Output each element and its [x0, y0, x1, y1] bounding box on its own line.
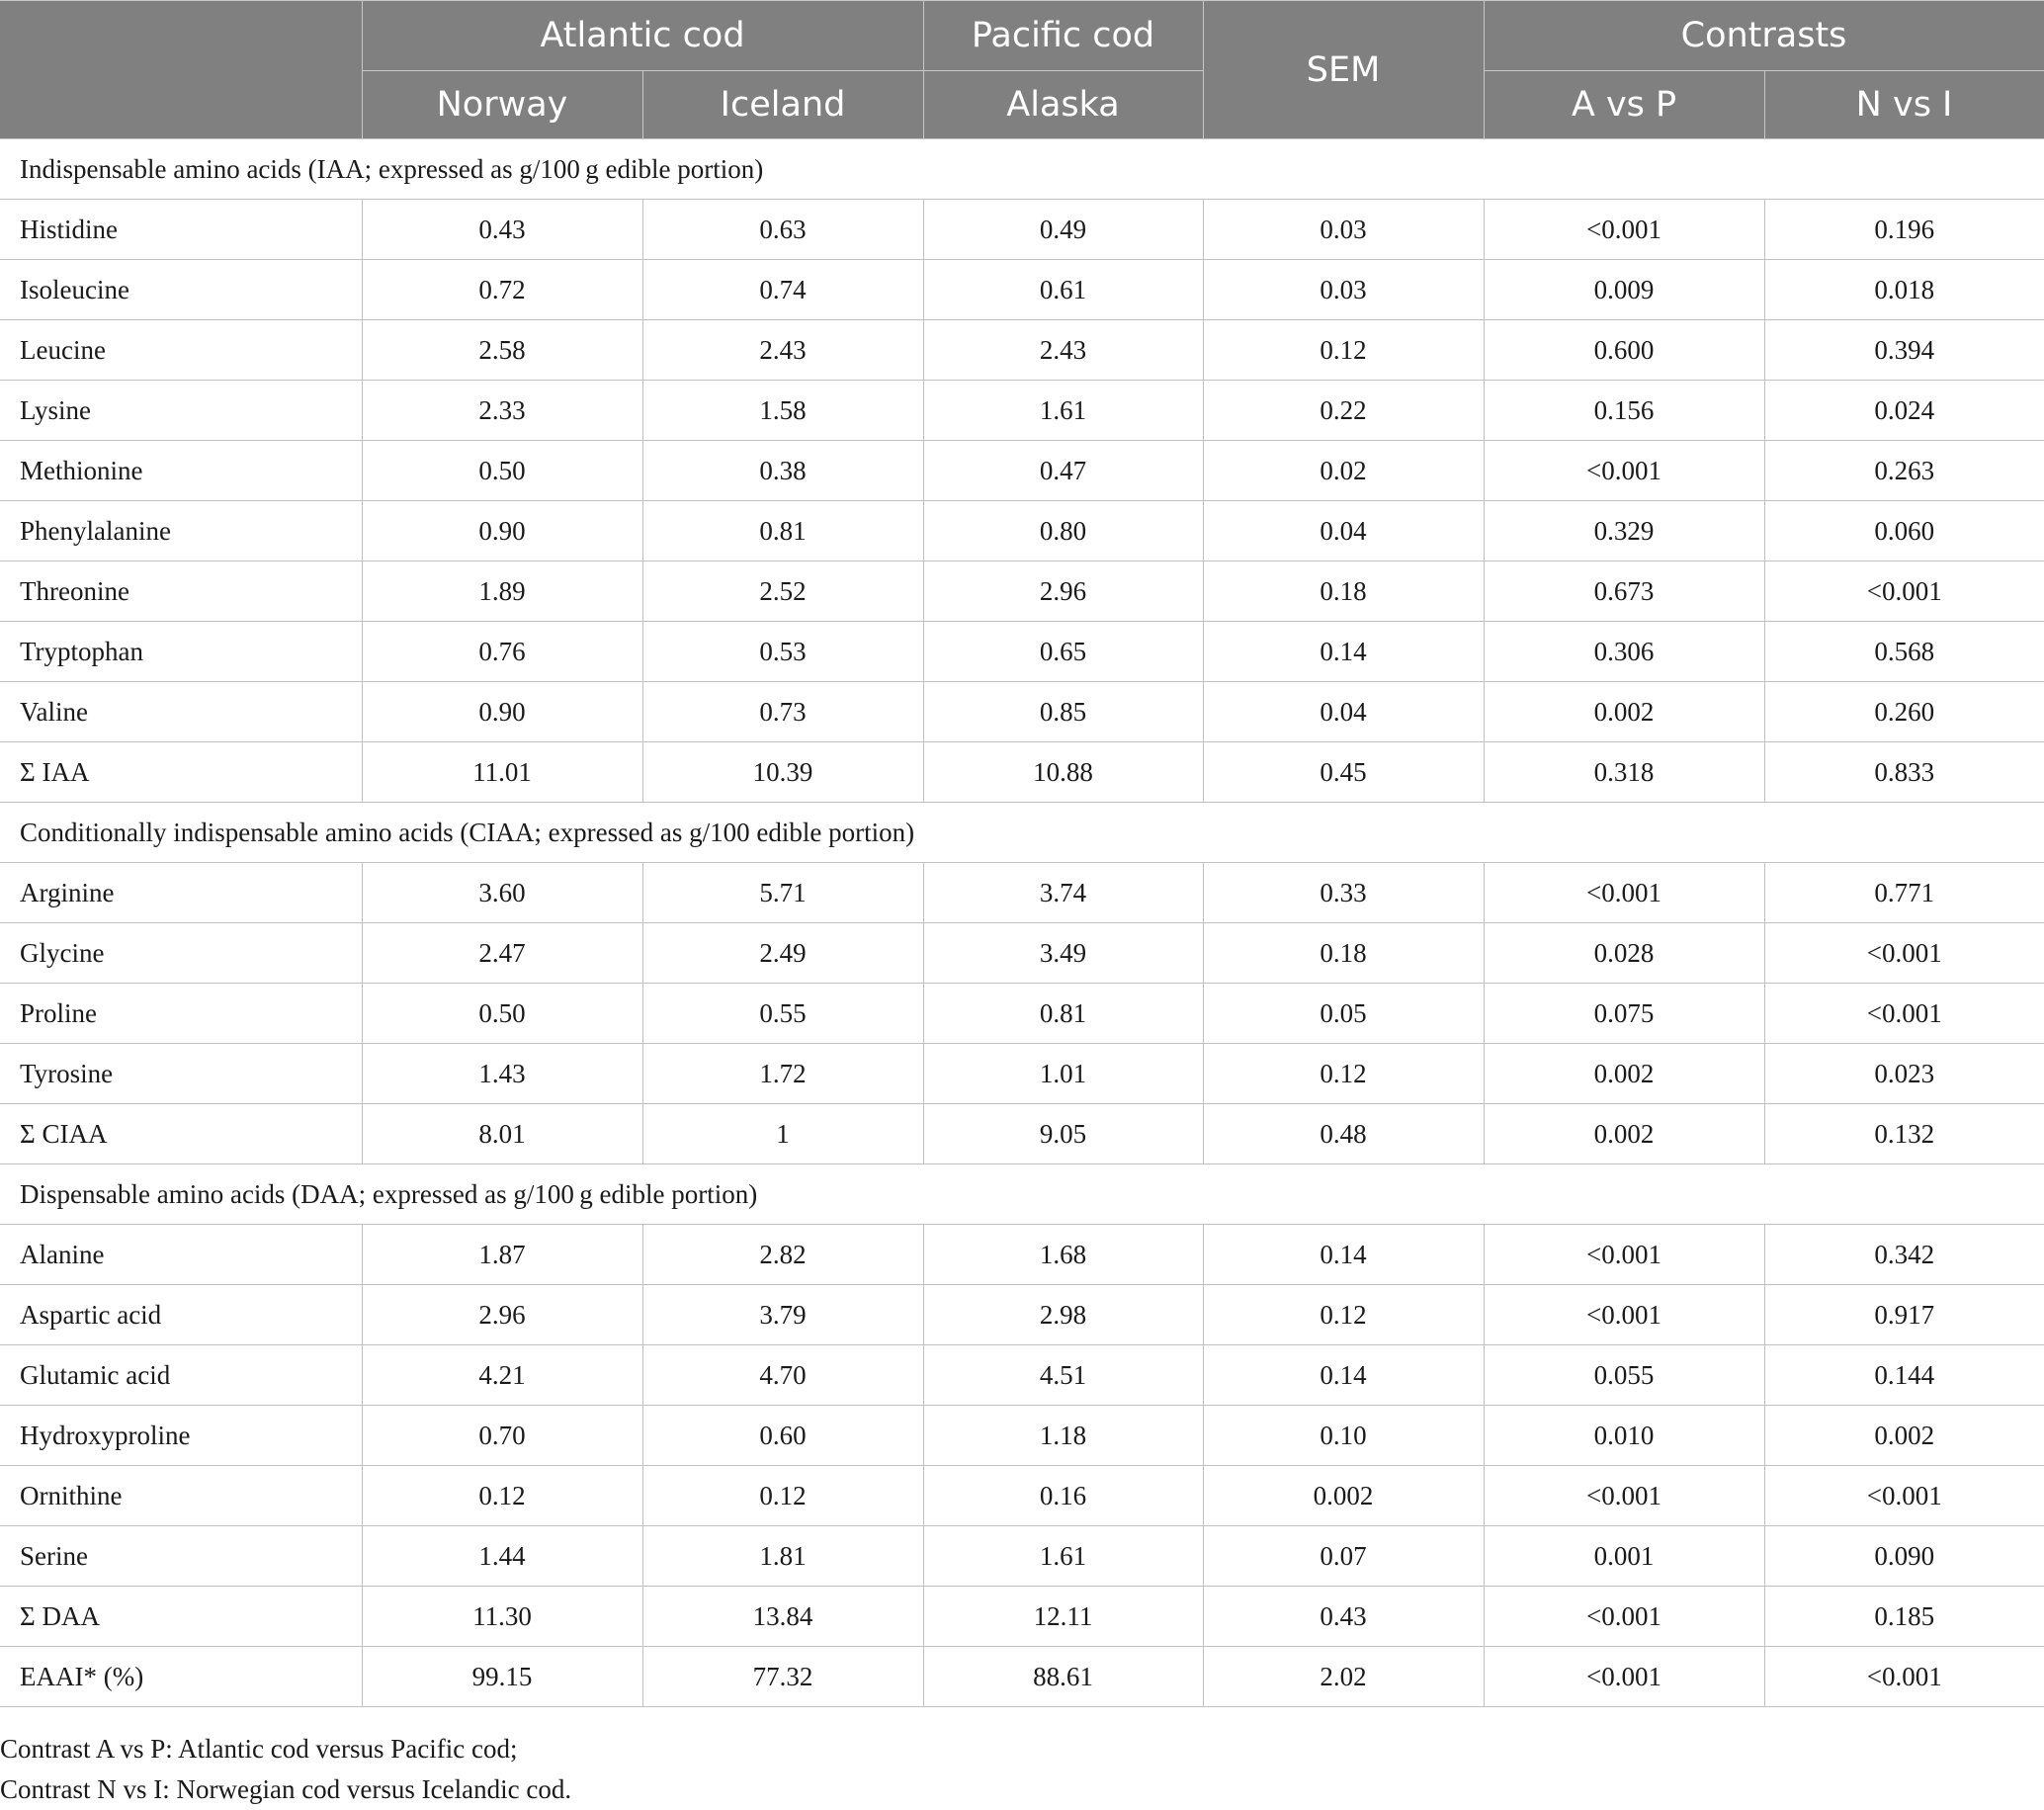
sem-value: 0.002	[1203, 1466, 1484, 1526]
amino-acid-name: Isoleucine	[0, 260, 362, 320]
alaska-value: 88.61	[923, 1647, 1203, 1707]
a-vs-p-value: 0.306	[1484, 622, 1764, 682]
a-vs-p-value: <0.001	[1484, 1466, 1764, 1526]
iceland-value: 0.81	[642, 501, 923, 561]
sem-value: 0.14	[1203, 1225, 1484, 1285]
amino-acid-name: Arginine	[0, 863, 362, 923]
a-vs-p-value: 0.001	[1484, 1526, 1764, 1587]
table-row	[0, 320, 2044, 381]
alaska-value: 3.74	[923, 863, 1203, 923]
header-norway: Norway	[362, 71, 642, 139]
norway-value: 0.72	[362, 260, 642, 320]
norway-value: 3.60	[362, 863, 642, 923]
alaska-value: 0.61	[923, 260, 1203, 320]
a-vs-p-value: <0.001	[1484, 863, 1764, 923]
table-row	[0, 742, 2044, 803]
iceland-value: 0.73	[642, 682, 923, 742]
a-vs-p-value: 0.009	[1484, 260, 1764, 320]
alaska-value: 1.01	[923, 1044, 1203, 1104]
norway-value: 0.50	[362, 984, 642, 1044]
sem-value: 0.14	[1203, 1345, 1484, 1406]
norway-value: 0.50	[362, 441, 642, 501]
n-vs-i-value: <0.001	[1764, 1647, 2044, 1707]
n-vs-i-value: 0.090	[1764, 1526, 2044, 1587]
sem-value: 0.03	[1203, 260, 1484, 320]
n-vs-i-value: <0.001	[1764, 561, 2044, 622]
sem-value: 0.18	[1203, 561, 1484, 622]
sem-value: 0.45	[1203, 742, 1484, 803]
amino-acid-name: Tryptophan	[0, 622, 362, 682]
a-vs-p-value: 0.075	[1484, 984, 1764, 1044]
table-row	[0, 1466, 2044, 1526]
alaska-value: 3.49	[923, 923, 1203, 984]
a-vs-p-value: <0.001	[1484, 1587, 1764, 1647]
norway-value: 2.96	[362, 1285, 642, 1345]
header-a-vs-p: A vs P	[1484, 71, 1764, 139]
n-vs-i-value: 0.394	[1764, 320, 2044, 381]
table-row	[0, 441, 2044, 501]
a-vs-p-value: 0.673	[1484, 561, 1764, 622]
alaska-value: 0.80	[923, 501, 1203, 561]
iceland-value: 0.55	[642, 984, 923, 1044]
a-vs-p-value: <0.001	[1484, 1285, 1764, 1345]
n-vs-i-value: 0.568	[1764, 622, 2044, 682]
norway-value: 0.70	[362, 1406, 642, 1466]
table-row	[0, 863, 2044, 923]
iceland-value: 0.12	[642, 1466, 923, 1526]
table-row	[0, 1104, 2044, 1164]
amino-acid-name: Threonine	[0, 561, 362, 622]
a-vs-p-value: 0.002	[1484, 1104, 1764, 1164]
alaska-value: 10.88	[923, 742, 1203, 803]
n-vs-i-value: 0.132	[1764, 1104, 2044, 1164]
table-row	[0, 1526, 2044, 1587]
iceland-value: 13.84	[642, 1587, 923, 1647]
n-vs-i-value: 0.917	[1764, 1285, 2044, 1345]
sem-value: 0.48	[1203, 1104, 1484, 1164]
table-row	[0, 1647, 2044, 1707]
n-vs-i-value: <0.001	[1764, 923, 2044, 984]
amino-acid-name: Leucine	[0, 320, 362, 381]
sem-value: 0.12	[1203, 1044, 1484, 1104]
a-vs-p-value: 0.600	[1484, 320, 1764, 381]
amino-acid-name: Hydroxyproline	[0, 1406, 362, 1466]
iceland-value: 10.39	[642, 742, 923, 803]
n-vs-i-value: 0.260	[1764, 682, 2044, 742]
table-footnotes	[0, 1729, 571, 1810]
amino-acid-name: Σ DAA	[0, 1587, 362, 1647]
iceland-value: 2.82	[642, 1225, 923, 1285]
amino-acid-name: Phenylalanine	[0, 501, 362, 561]
amino-acid-name: Lysine	[0, 381, 362, 441]
table-row	[0, 682, 2044, 742]
iceland-value: 2.43	[642, 320, 923, 381]
iceland-value: 1	[642, 1104, 923, 1164]
alaska-value: 9.05	[923, 1104, 1203, 1164]
header-sem: SEM	[1203, 1, 1484, 139]
iceland-value: 0.74	[642, 260, 923, 320]
sem-value: 0.10	[1203, 1406, 1484, 1466]
table-row	[0, 260, 2044, 320]
iceland-value: 0.53	[642, 622, 923, 682]
n-vs-i-value: <0.001	[1764, 1466, 2044, 1526]
norway-value: 1.43	[362, 1044, 642, 1104]
amino-acid-name: Tyrosine	[0, 1044, 362, 1104]
iceland-value: 1.72	[642, 1044, 923, 1104]
n-vs-i-value: 0.060	[1764, 501, 2044, 561]
a-vs-p-value: 0.002	[1484, 682, 1764, 742]
amino-acid-name: Σ CIAA	[0, 1104, 362, 1164]
alaska-value: 0.81	[923, 984, 1203, 1044]
n-vs-i-value: 0.023	[1764, 1044, 2044, 1104]
sem-value: 0.12	[1203, 320, 1484, 381]
section-header-row	[0, 803, 2044, 863]
norway-value: 11.30	[362, 1587, 642, 1647]
sem-value: 0.03	[1203, 200, 1484, 260]
a-vs-p-value: <0.001	[1484, 1647, 1764, 1707]
a-vs-p-value: 0.002	[1484, 1044, 1764, 1104]
norway-value: 4.21	[362, 1345, 642, 1406]
alaska-value: 0.16	[923, 1466, 1203, 1526]
amino-acid-name: Histidine	[0, 200, 362, 260]
a-vs-p-value: 0.055	[1484, 1345, 1764, 1406]
n-vs-i-value: 0.002	[1764, 1406, 2044, 1466]
table-row	[0, 923, 2044, 984]
section-header-row	[0, 1164, 2044, 1225]
table-row	[0, 1225, 2044, 1285]
sem-value: 0.05	[1203, 984, 1484, 1044]
footnote-contrast-a-vs-p: Contrast A vs P: Atlantic cod versus Pacific cod;	[0, 1734, 518, 1764]
n-vs-i-value: 0.024	[1764, 381, 2044, 441]
norway-value: 99.15	[362, 1647, 642, 1707]
table-row	[0, 561, 2044, 622]
iceland-value: 2.49	[642, 923, 923, 984]
iceland-value: 0.60	[642, 1406, 923, 1466]
table-row	[0, 200, 2044, 260]
sem-value: 0.22	[1203, 381, 1484, 441]
a-vs-p-value: <0.001	[1484, 200, 1764, 260]
alaska-value: 4.51	[923, 1345, 1203, 1406]
norway-value: 2.58	[362, 320, 642, 381]
alaska-value: 2.98	[923, 1285, 1203, 1345]
sem-value: 0.04	[1203, 682, 1484, 742]
footnote-contrast-n-vs-i: Contrast N vs I: Norwegian cod versus Icelandic cod.	[0, 1774, 572, 1804]
sem-value: 0.14	[1203, 622, 1484, 682]
n-vs-i-value: 0.833	[1764, 742, 2044, 803]
norway-value: 2.33	[362, 381, 642, 441]
table-row	[0, 1345, 2044, 1406]
a-vs-p-value: <0.001	[1484, 1225, 1764, 1285]
norway-value: 0.90	[362, 682, 642, 742]
iceland-value: 0.38	[642, 441, 923, 501]
table-row	[0, 1044, 2044, 1104]
n-vs-i-value: 0.144	[1764, 1345, 2044, 1406]
section-title: Conditionally indispensable amino acids (CIAA; expressed as g/100 edible portion)	[0, 803, 2044, 863]
alaska-value: 0.65	[923, 622, 1203, 682]
sem-value: 0.18	[1203, 923, 1484, 984]
iceland-value: 4.70	[642, 1345, 923, 1406]
a-vs-p-value: 0.156	[1484, 381, 1764, 441]
alaska-value: 1.18	[923, 1406, 1203, 1466]
n-vs-i-value: 0.771	[1764, 863, 2044, 923]
amino-acid-name: Aspartic acid	[0, 1285, 362, 1345]
a-vs-p-value: 0.318	[1484, 742, 1764, 803]
iceland-value: 2.52	[642, 561, 923, 622]
n-vs-i-value: 0.196	[1764, 200, 2044, 260]
alaska-value: 0.85	[923, 682, 1203, 742]
alaska-value: 2.43	[923, 320, 1203, 381]
sem-value: 0.12	[1203, 1285, 1484, 1345]
n-vs-i-value: 0.263	[1764, 441, 2044, 501]
sem-value: 0.04	[1203, 501, 1484, 561]
alaska-value: 0.47	[923, 441, 1203, 501]
table-row	[0, 1587, 2044, 1647]
a-vs-p-value: <0.001	[1484, 441, 1764, 501]
a-vs-p-value: 0.010	[1484, 1406, 1764, 1466]
amino-acid-name: Glutamic acid	[0, 1345, 362, 1406]
sem-value: 0.43	[1203, 1587, 1484, 1647]
header-iceland: Iceland	[642, 71, 923, 139]
iceland-value: 5.71	[642, 863, 923, 923]
norway-value: 11.01	[362, 742, 642, 803]
iceland-value: 1.58	[642, 381, 923, 441]
norway-value: 1.87	[362, 1225, 642, 1285]
header-pacific-cod: Pacific cod	[923, 1, 1203, 71]
amino-acid-name: Glycine	[0, 923, 362, 984]
table-row	[0, 501, 2044, 561]
norway-value: 0.90	[362, 501, 642, 561]
amino-acid-name: Σ IAA	[0, 742, 362, 803]
norway-value: 1.89	[362, 561, 642, 622]
sem-value: 2.02	[1203, 1647, 1484, 1707]
a-vs-p-value: 0.028	[1484, 923, 1764, 984]
header-n-vs-i: N vs I	[1764, 71, 2044, 139]
norway-value: 2.47	[362, 923, 642, 984]
section-title: Dispensable amino acids (DAA; expressed as g/100 g edible portion)	[0, 1164, 2044, 1225]
amino-acid-name: Ornithine	[0, 1466, 362, 1526]
alaska-value: 12.11	[923, 1587, 1203, 1647]
n-vs-i-value: 0.018	[1764, 260, 2044, 320]
table-row	[0, 1406, 2044, 1466]
n-vs-i-value: 0.342	[1764, 1225, 2044, 1285]
table-header	[0, 1, 2044, 139]
norway-value: 0.12	[362, 1466, 642, 1526]
sem-value: 0.33	[1203, 863, 1484, 923]
amino-acid-name: Alanine	[0, 1225, 362, 1285]
amino-acid-name: Proline	[0, 984, 362, 1044]
norway-value: 8.01	[362, 1104, 642, 1164]
amino-acid-name: EAAI* (%)	[0, 1647, 362, 1707]
iceland-value: 1.81	[642, 1526, 923, 1587]
iceland-value: 3.79	[642, 1285, 923, 1345]
amino-acid-name: Serine	[0, 1526, 362, 1587]
iceland-value: 77.32	[642, 1647, 923, 1707]
sem-value: 0.02	[1203, 441, 1484, 501]
header-blank-cell	[0, 1, 362, 139]
sem-value: 0.07	[1203, 1526, 1484, 1587]
n-vs-i-value: <0.001	[1764, 984, 2044, 1044]
header-alaska: Alaska	[923, 71, 1203, 139]
header-atlantic-cod: Atlantic cod	[362, 1, 923, 71]
n-vs-i-value: 0.185	[1764, 1587, 2044, 1647]
table-row	[0, 984, 2044, 1044]
norway-value: 0.43	[362, 200, 642, 260]
alaska-value: 1.61	[923, 381, 1203, 441]
table-body	[0, 139, 2044, 1707]
alaska-value: 1.61	[923, 1526, 1203, 1587]
a-vs-p-value: 0.329	[1484, 501, 1764, 561]
table-row	[0, 622, 2044, 682]
alaska-value: 0.49	[923, 200, 1203, 260]
amino-acid-name: Methionine	[0, 441, 362, 501]
iceland-value: 0.63	[642, 200, 923, 260]
alaska-value: 1.68	[923, 1225, 1203, 1285]
norway-value: 1.44	[362, 1526, 642, 1587]
amino-acid-name: Valine	[0, 682, 362, 742]
norway-value: 0.76	[362, 622, 642, 682]
header-contrasts: Contrasts	[1484, 1, 2044, 71]
alaska-value: 2.96	[923, 561, 1203, 622]
table-row	[0, 1285, 2044, 1345]
table-row	[0, 381, 2044, 441]
section-title: Indispensable amino acids (IAA; expressed as g/100 g edible portion)	[0, 139, 2044, 200]
section-header-row	[0, 139, 2044, 200]
